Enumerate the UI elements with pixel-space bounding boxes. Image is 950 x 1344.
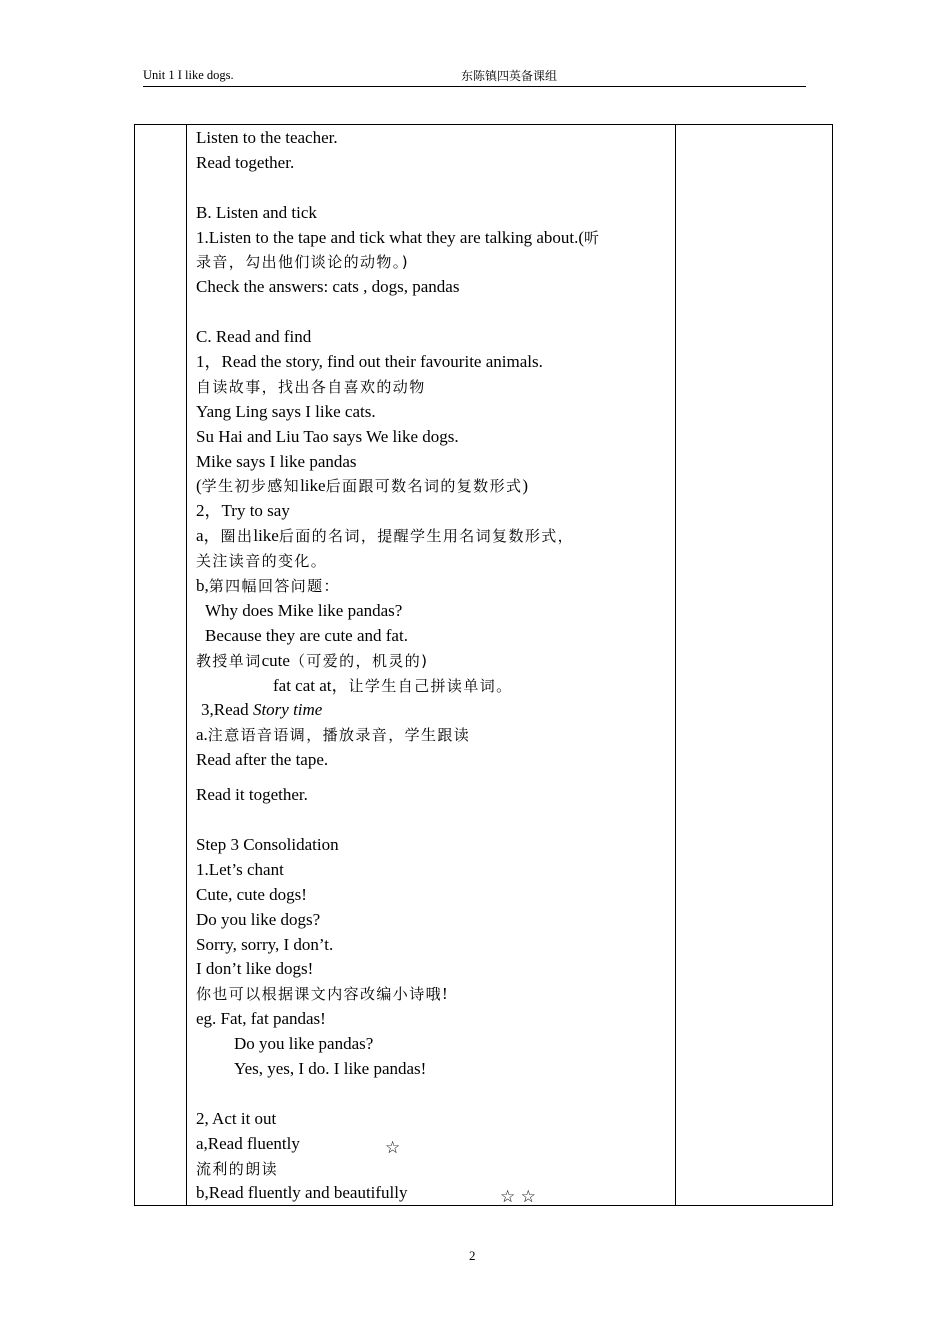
text-line: 自读故事，找出各自喜欢的动物 — [196, 377, 426, 396]
text-line: 2，Try to say — [196, 501, 290, 521]
text-line: Yang Ling says I like cats. — [196, 401, 376, 421]
text-line: Sorry, sorry, I don’t. — [196, 934, 334, 954]
text-line: 1.Listen to the tape and tick what they are talking about.(听 — [196, 227, 601, 247]
star-rating-one: ☆ — [385, 1138, 401, 1158]
text-line: 流利的朗读 — [196, 1159, 279, 1178]
text-line: eg. Fat, fat pandas! — [196, 1009, 326, 1029]
text-line: a,Read fluently — [196, 1133, 300, 1153]
lesson-content — [196, 126, 670, 1206]
text-line: b,第四幅回答问题： — [196, 576, 340, 596]
page-number: 2 — [469, 1248, 476, 1263]
section-heading: B. Listen and tick — [196, 202, 317, 222]
column-divider-right — [675, 125, 676, 1205]
text-line: Read together. — [196, 152, 295, 172]
page-header — [143, 66, 806, 87]
star-rating-two: ☆ ☆ — [500, 1187, 536, 1207]
text-line: a，圈出like后面的名词，提醒学生用名词复数形式， — [196, 526, 575, 546]
text-line: (学生初步感知like后面跟可数名词的复数形式) — [196, 476, 529, 496]
text-line: 关注读音的变化。 — [196, 552, 328, 571]
text-line: Check the answers: cats , dogs, pandas — [196, 277, 460, 297]
text-line: 1.Let’s chant — [196, 859, 284, 879]
section-heading: C. Read and find — [196, 327, 312, 347]
text-line: Yes, yes, I do. I like pandas! — [234, 1058, 427, 1078]
text-line: Read after the tape. — [196, 750, 329, 770]
text-line: 2, Act it out — [196, 1108, 277, 1128]
text-line: Do you like dogs? — [196, 909, 321, 929]
text-line: 录音，勾出他们谈论的动物。) — [196, 253, 409, 272]
text-line: b,Read fluently and beautifully — [196, 1183, 408, 1203]
text-line: I don’t like dogs! — [196, 959, 314, 979]
text-line: 教授单词cute（可爱的，机灵的) — [196, 650, 429, 670]
section-heading: Step 3 Consolidation — [196, 834, 339, 854]
text-line: fat cat at，让学生自己拼读单词。 — [273, 675, 513, 695]
text-line: Read it together. — [196, 785, 308, 805]
text-line: Listen to the teacher. — [196, 128, 338, 147]
column-divider-left — [186, 125, 187, 1205]
text-line: Mike says I like pandas — [196, 451, 357, 471]
text-line: a.注意语音语调，播放录音，学生跟读 — [196, 725, 471, 745]
text-line: Cute, cute dogs! — [196, 884, 307, 904]
text-line: Because they are cute and fat. — [205, 625, 408, 645]
text-line: Su Hai and Liu Tao says We like dogs. — [196, 426, 459, 446]
header-group-name: 东陈镇四英备课组 — [461, 69, 558, 83]
text-line: 1，Read the story, find out their favourite animals. — [196, 352, 543, 372]
text-line: 你也可以根据课文内容改编小诗哦! — [196, 984, 448, 1004]
text-line: Do you like pandas? — [234, 1034, 374, 1054]
text-line: Why does Mike like pandas? — [205, 600, 403, 620]
header-unit-title: Unit 1 I like dogs. — [143, 68, 234, 82]
text-line: 3,Read Story time — [201, 700, 323, 720]
